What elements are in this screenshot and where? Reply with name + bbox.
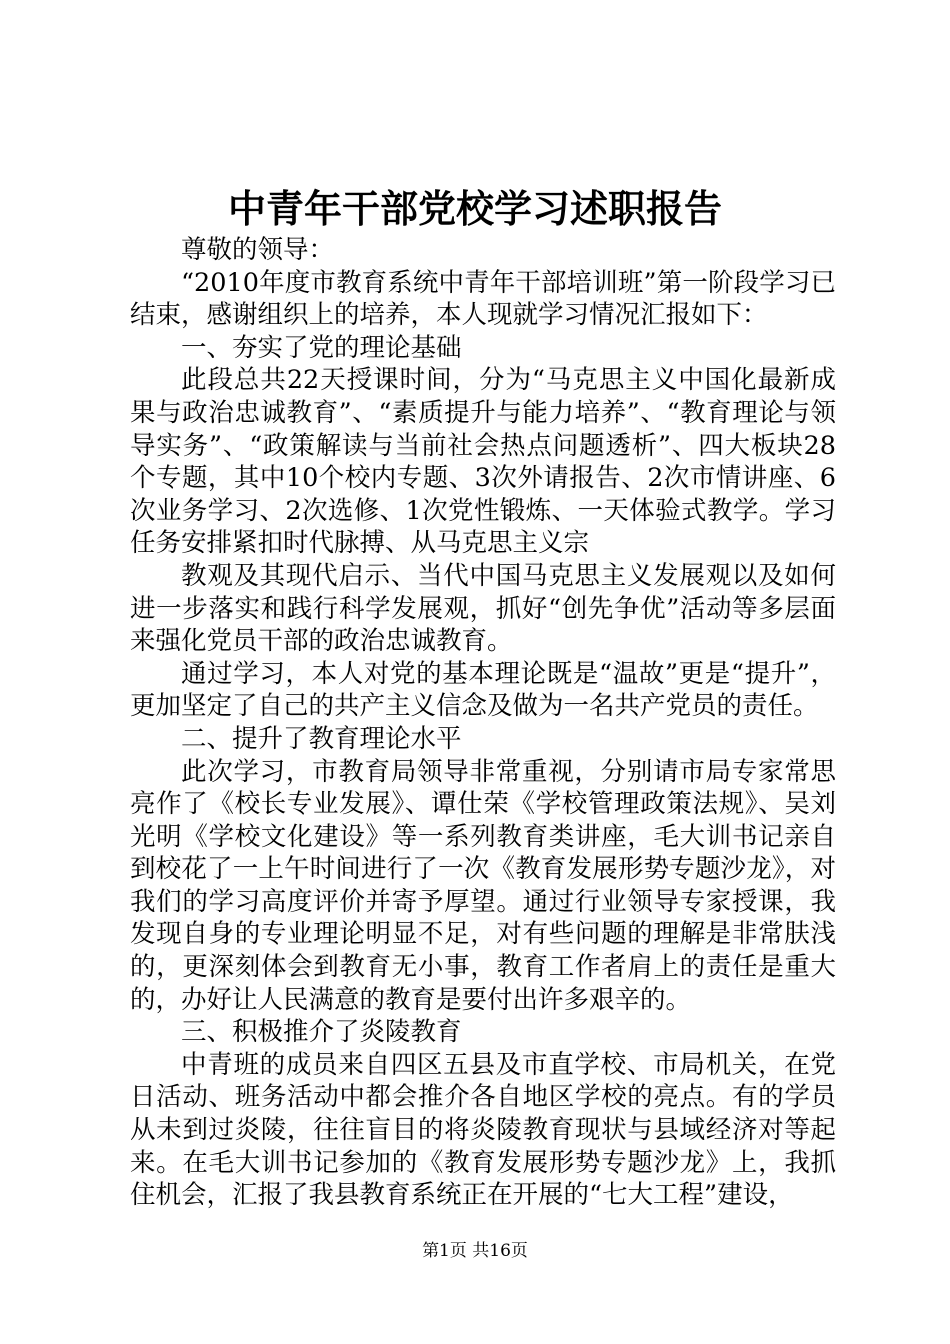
section-heading-3: 三、积极推介了炎陵教育 <box>181 1017 462 1048</box>
section-heading-2: 二、提升了教育理论水平 <box>181 723 462 754</box>
paragraph-intro: “2010年度市教育系统中青年干部培训班”第一阶段学习已结束，感谢组织上的培养，本人现就学习情况汇报如下： <box>130 267 836 331</box>
paragraph: 通过学习，本人对党的基本理论既是“温故”更是“提升”，更加坚定了自己的共产主义信念及做为一名共产党员的责任。 <box>130 658 836 722</box>
document-title: 中青年干部党校学习述职报告 <box>227 186 722 231</box>
section-heading-1: 一、夯实了党的理论基础 <box>181 332 462 363</box>
paragraph: 教观及其现代启示、当代中国马克思主义发展观以及如何进一步落实和践行科学发展观，抓好“创先争优”活动等多层面来强化党员干部的政治忠诚教育。 <box>130 560 836 657</box>
document-body <box>130 234 836 1212</box>
page-number-footer: 第1页 共16页 <box>422 1241 528 1261</box>
paragraph: 此次学习，市教育局领导非常重视，分别请市局专家常思亮作了《校长专业发展》、谭仕荣《学校管理政策法规》、吴刘光明《学校文化建设》等一系列教育类讲座，毛大训书记亲自到校花了一上午时间进行了一次《教育发展形势专题沙龙》，对我们的学习高度评价并寄予厚望。通过行业领导专家授课，我发现自身的专业理论明显不足，对有些问题的理解是非常肤浅的，更深刻体会到教育无小事，教育工作者肩上的责任是重大的，办好让人民满意的教育是要付出许多艰辛的。 <box>130 756 836 1015</box>
paragraph: 此段总共22天授课时间，分为“马克思主义中国化最新成果与政治忠诚教育”、“素质提升与能力培养”、“教育理论与领导实务”、“政策解读与当前社会热点问题透析”、四大板块28个专题，其中10个校内专题、3次外请报告、2次市情讲座、6次业务学习、2次选修、1次党性锻炼、一天体验式教学。学习任务安排紧扣时代脉搏、从马克思主义宗 <box>130 365 836 559</box>
paragraph: 中青班的成员来自四区五县及市直学校、市局机关，在党日活动、班务活动中都会推介各自地区学校的亮点。有的学员从未到过炎陵，往往盲目的将炎陵教育现状与县域经济对等起来。在毛大训书记参加的《教育发展形势专题沙龙》上，我抓住机会，汇报了我县教育系统正在开展的“七大工程”建设， <box>130 1049 836 1211</box>
salutation: 尊敬的领导： <box>181 235 335 265</box>
